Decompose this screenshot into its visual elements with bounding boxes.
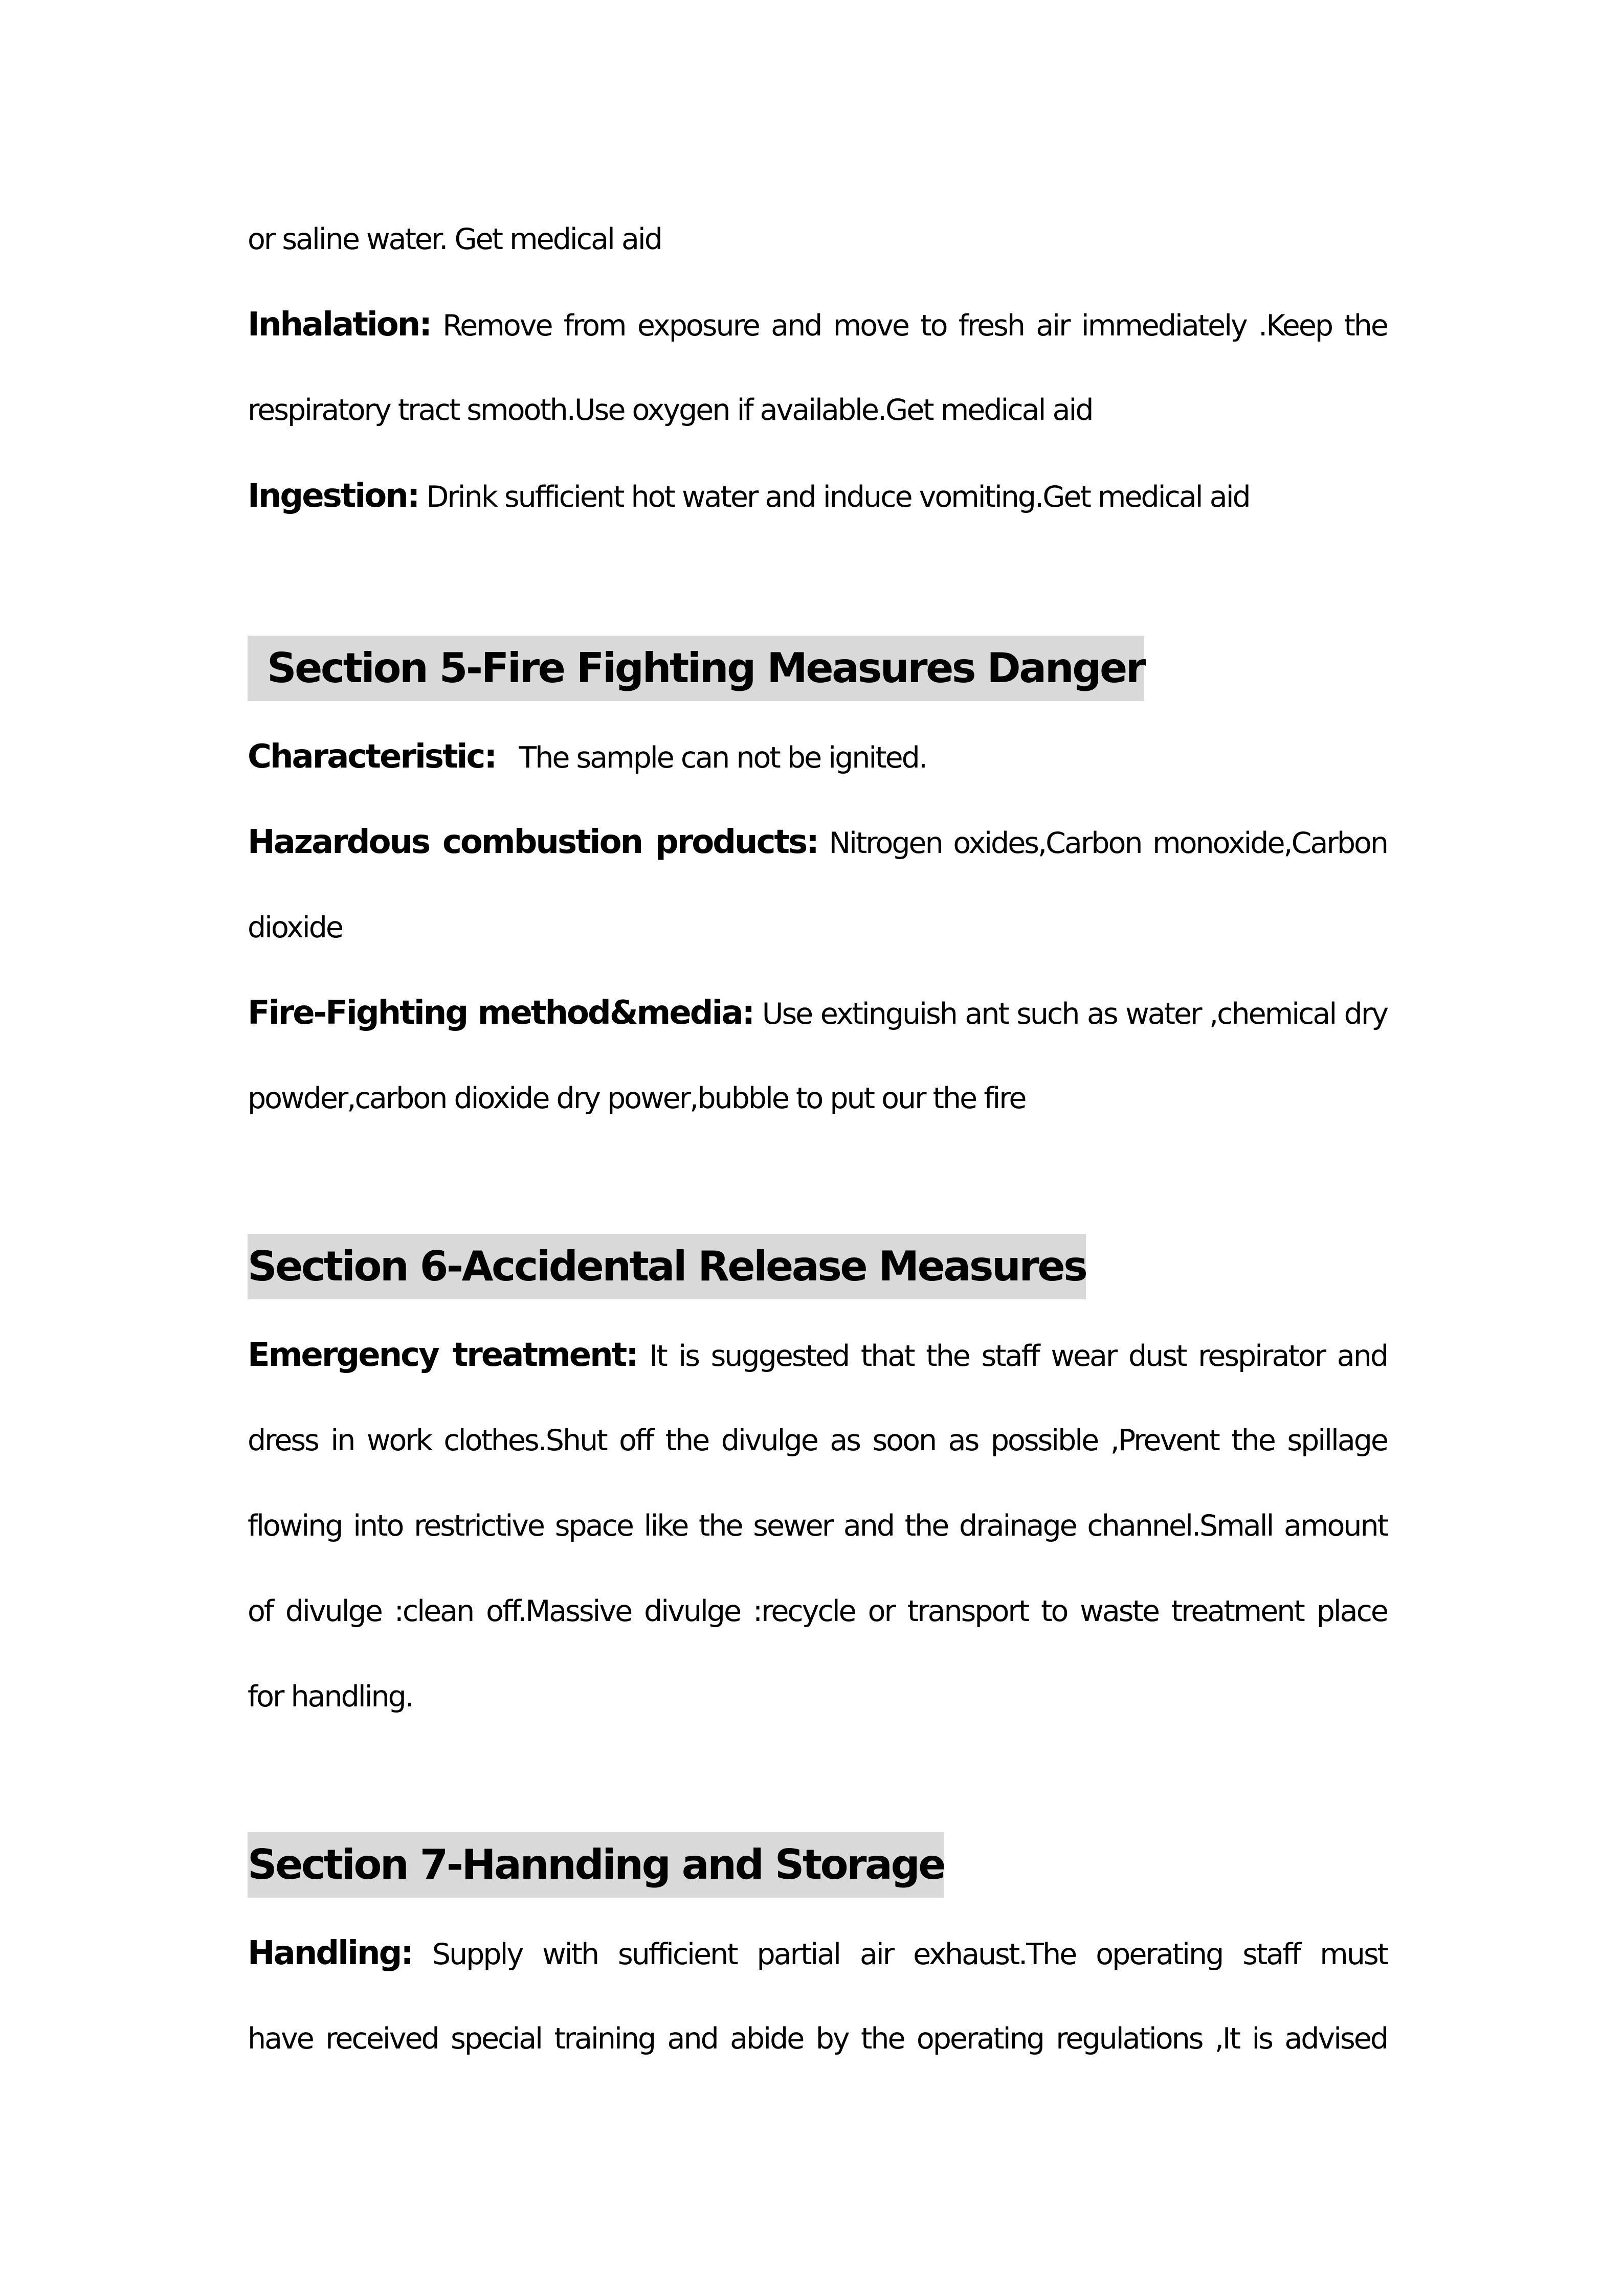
hazardous-products-text: Nitrogen oxides,Carbon monoxide,Carbon [817, 826, 1388, 860]
inhalation-paragraph [248, 304, 1387, 346]
emergency-treatment-line-5: for handling. [248, 1680, 413, 1714]
handling-paragraph [248, 1933, 1387, 1975]
ingestion-label: Ingestion: [248, 477, 419, 515]
continuation-text: or saline water. Get medical aid [248, 222, 661, 256]
hazardous-products-paragraph [248, 822, 1387, 864]
fire-fighting-label: Fire-Fighting method&media: [248, 994, 754, 1032]
fire-fighting-text: Use extinguish ant such as water ,chemical dry [753, 997, 1388, 1031]
hazardous-products-label: Hazardous combustion products: [248, 823, 818, 861]
handling-text: Supply with sufficient partial air exhaust.The operating staff must [412, 1938, 1387, 1971]
fire-fighting-paragraph [248, 993, 1387, 1034]
emergency-treatment-line-4: of divulge :clean off.Massive divulge :recycle or transport to waste treatment place [248, 1594, 1387, 1628]
inhalation-text: Remove from exposure and move to fresh air immediately .Keep the [430, 309, 1387, 343]
section-6-heading: Section 6-Accidental Release Measures [248, 1234, 1086, 1299]
handling-line-2: have received special training and abide by the operating regulations ,It is advised [248, 2022, 1387, 2056]
hazardous-products-text-cont: dioxide [248, 911, 342, 944]
characteristic-label: Characteristic: [248, 738, 496, 776]
ingestion-text: Drink sufficient hot water and induce vomiting.Get medical aid [418, 480, 1250, 514]
emergency-treatment-label: Emergency treatment: [248, 1336, 637, 1374]
section-7-heading: Section 7-Hannding and Storage [248, 1832, 944, 1898]
emergency-treatment-line-2: dress in work clothes.Shut off the divulge as soon as possible ,Prevent the spillage [248, 1424, 1387, 1457]
handling-label: Handling: [248, 1934, 412, 1972]
characteristic-text: The sample can not be ignited. [496, 741, 926, 775]
section-5-heading: Section 5-Fire Fighting Measures Danger [248, 636, 1144, 701]
characteristic-paragraph [248, 736, 926, 778]
inhalation-label: Inhalation: [248, 306, 431, 344]
emergency-treatment-text: It is suggested that the staff wear dust respirator and [637, 1339, 1388, 1373]
ingestion-paragraph [248, 476, 1250, 517]
inhalation-text-cont: respiratory tract smooth.Use oxygen if available.Get medical aid [248, 393, 1093, 427]
emergency-treatment-paragraph [248, 1335, 1387, 1377]
fire-fighting-text-cont: powder,carbon dioxide dry power,bubble to put our the fire [248, 1082, 1026, 1115]
emergency-treatment-line-3: flowing into restrictive space like the sewer and the drainage channel.Small amount [248, 1509, 1387, 1543]
